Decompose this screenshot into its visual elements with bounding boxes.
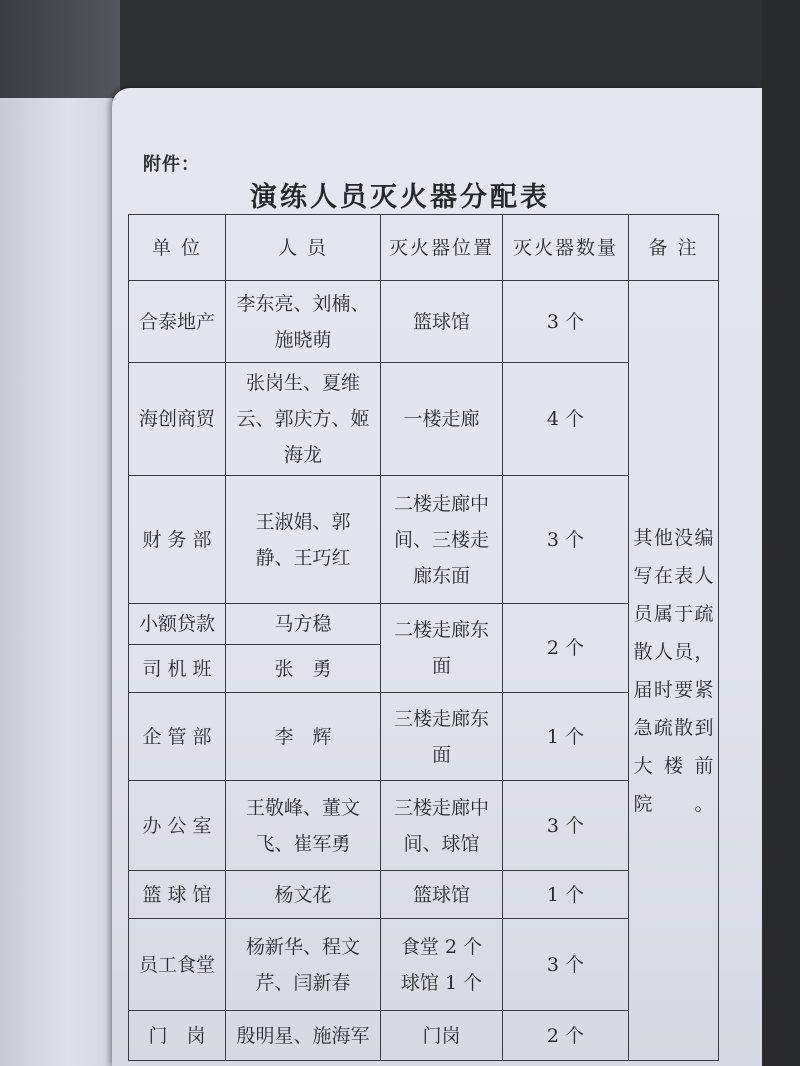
- quantity-cell: 2 个: [503, 604, 629, 693]
- unit-cell: 企 管 部: [129, 693, 226, 781]
- unit-cell: 海创商贸: [129, 363, 226, 476]
- quantity-cell: 3 个: [503, 281, 629, 363]
- location-text: 食堂 2 个 球馆 1 个: [400, 935, 483, 994]
- people-cell: 李 辉: [226, 693, 381, 781]
- location-text: 三楼走廊中间、球馆: [393, 796, 489, 855]
- location-text: 二楼走廊中间、三楼走廊东面: [393, 492, 489, 587]
- header-quantity: 灭火器数量: [503, 215, 629, 281]
- header-note: 备 注: [629, 215, 719, 281]
- unit-cell: 员工食堂: [129, 919, 226, 1011]
- unit-cell: 司 机 班: [129, 645, 226, 693]
- note-cell: [629, 281, 719, 1061]
- location-cell: 篮球馆: [381, 281, 503, 363]
- quantity-cell: 3 个: [503, 781, 629, 871]
- location-cell: [381, 919, 503, 1011]
- quantity-cell: 3 个: [503, 919, 629, 1011]
- quantity-cell: 4 个: [503, 363, 629, 476]
- people-text: 王敬峰、董文飞、崔军勇: [245, 796, 360, 855]
- location-cell: 门岗: [381, 1011, 503, 1061]
- people-text: 李东亮、刘楠、施晓萌: [236, 292, 370, 351]
- unit-cell: 门 岗: [129, 1011, 226, 1061]
- people-cell: 张 勇: [226, 645, 381, 693]
- people-cell: [226, 781, 381, 871]
- people-text: 张岗生、夏维云、郭庆方、姬海龙: [236, 372, 370, 466]
- location-cell: 一楼走廊: [381, 363, 503, 476]
- people-text: 杨新华、程文芹、闫新春: [245, 935, 360, 994]
- header-location: 灭火器位置: [381, 215, 503, 281]
- quantity-cell: 3 个: [503, 476, 629, 604]
- location-cell: [381, 476, 503, 604]
- location-cell: 篮球馆: [381, 871, 503, 919]
- people-text: 王淑娟、郭静、王巧红: [255, 510, 351, 569]
- quantity-cell: 2 个: [503, 1011, 629, 1061]
- note-text: 其他没编写在表人员属于疏散人员，届时要紧急疏散到大楼前院。: [633, 526, 714, 815]
- table-row: [129, 281, 719, 363]
- people-cell: [226, 281, 381, 363]
- unit-cell: 篮 球 馆: [129, 871, 226, 919]
- people-cell: [226, 363, 381, 476]
- attachment-label: 附件：: [143, 154, 200, 175]
- extinguisher-allocation-table: [128, 214, 719, 1061]
- people-cell: 杨文花: [226, 871, 381, 919]
- location-text: 三楼走廊东面: [393, 707, 489, 766]
- quantity-cell: 1 个: [503, 871, 629, 919]
- page-title: 演练人员灭火器分配表: [250, 182, 550, 213]
- people-cell: 马方稳: [226, 604, 381, 645]
- unit-cell: 办 公 室: [129, 781, 226, 871]
- quantity-cell: 1 个: [503, 693, 629, 781]
- allocation-table-wrapper: [128, 214, 718, 1047]
- location-cell: [381, 693, 503, 781]
- location-cell: [381, 781, 503, 871]
- header-unit: 单 位: [129, 215, 226, 281]
- people-cell: 殷明星、施海军: [226, 1011, 381, 1061]
- unit-cell: 合泰地产: [129, 281, 226, 363]
- unit-cell: 财 务 部: [129, 476, 226, 604]
- people-cell: [226, 476, 381, 604]
- location-cell: [381, 604, 503, 693]
- location-text: 二楼走廊东面: [393, 619, 489, 677]
- unit-cell: 小额贷款: [129, 604, 226, 645]
- background-right: [762, 0, 800, 1066]
- page-underneath: [0, 98, 114, 1066]
- people-cell: [226, 919, 381, 1011]
- table-header-row: [129, 215, 719, 281]
- header-people: 人 员: [226, 215, 381, 281]
